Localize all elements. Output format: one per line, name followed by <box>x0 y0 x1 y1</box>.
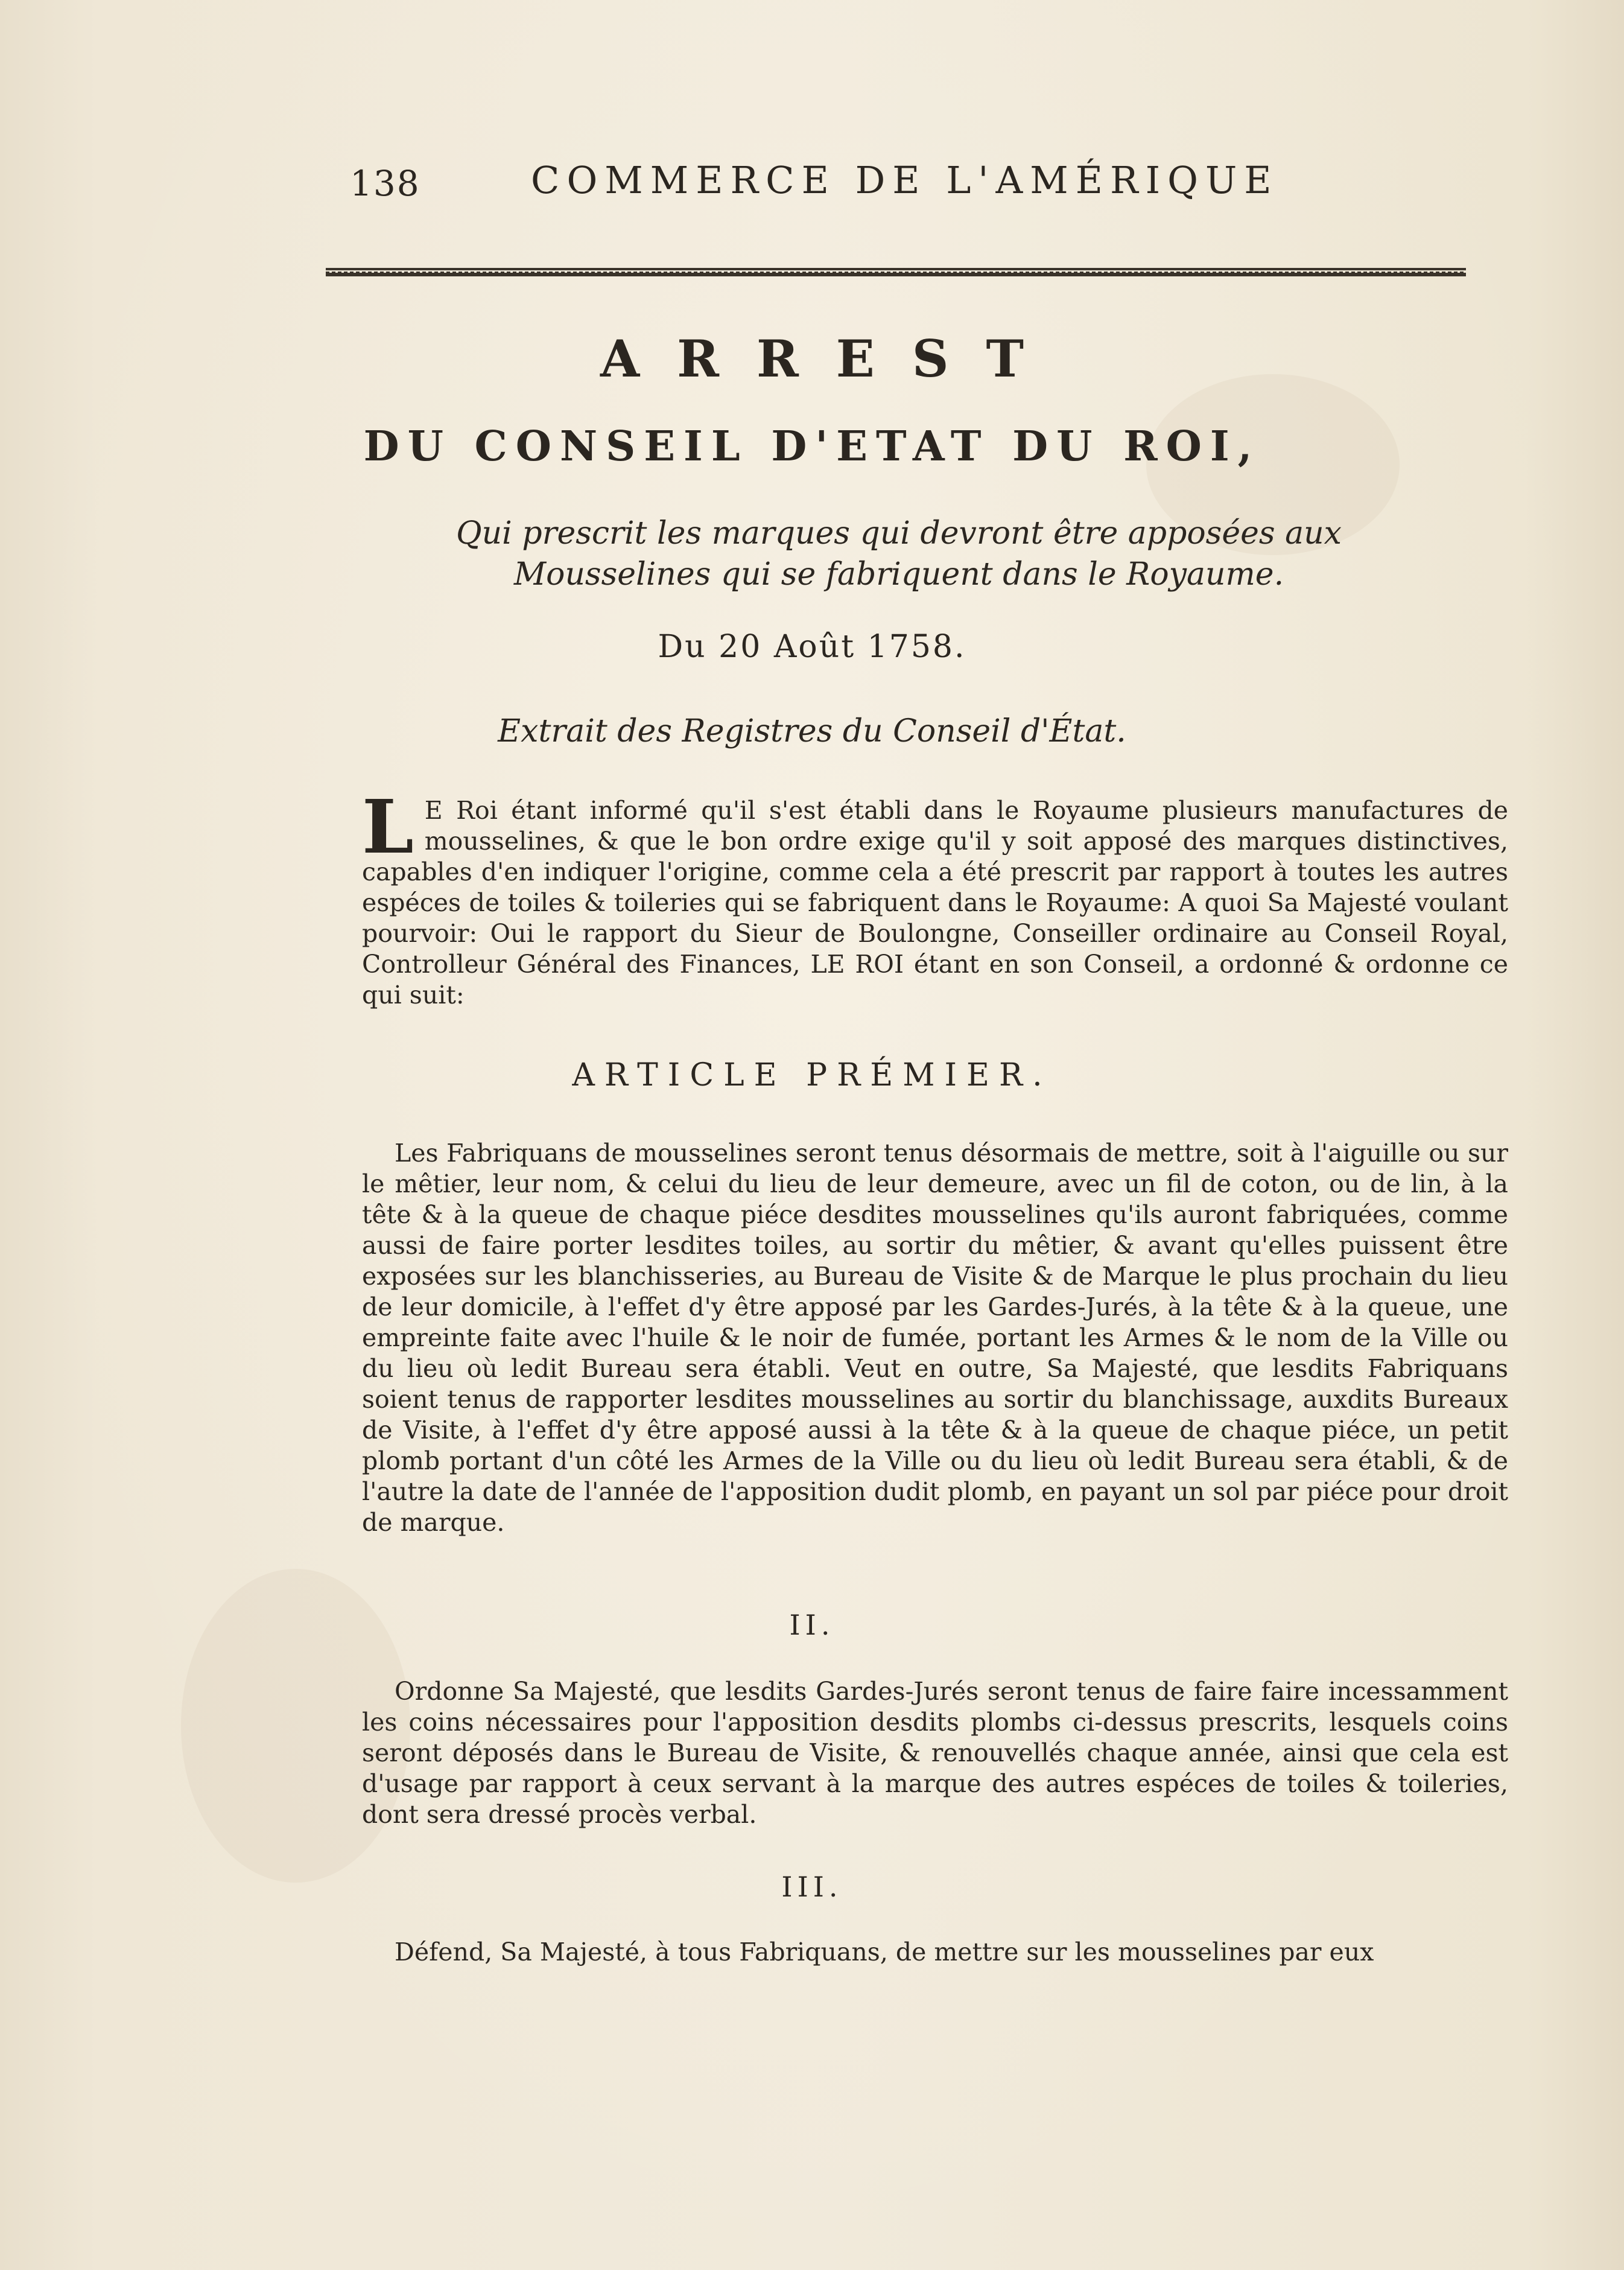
intro-paragraph <box>362 783 1508 1011</box>
running-title: COMMERCE DE L'AMÉRIQUE <box>531 158 1279 202</box>
sub-title: DU CONSEIL D'ETAT DU ROI, <box>363 422 1261 471</box>
article-1-text: Les Fabriquans de mousselines seront tenus désormais de mettre, soit à l'aiguille ou sur le mêtier, leur nom, & celui du lieu de leur demeure, avec un fil de coton, ou de lin, à la tête & à la queue de chaque piéce desdites mousselines qu'ils auront fabriquées, comme aussi de faire porter lesdites toiles, au sortir du mêtier, & avant qu'elles puissent être exposées sur les blanchisseries, au Bureau de Visite & de Marque le plus prochain du lieu de leur domicile, à l'effet d'y être apposé par les Gardes-Jurés, à la tête & à la queue, une empreinte faite avec l'huile & le noir de fumée, portant les Armes & le nom de la Ville ou du lieu où ledit Bureau sera établi. Veut en outre, Sa Majesté, que lesdits Fabriquans soient tenus de rapporter lesdites mousselines au sortir du blanchissage, auxdits Bureaux de Visite, à l'effet d'y être apposé aussi à la tête & à la queue de chaque piéce, un petit plomb portant d'un côté les Armes de la Ville ou du lieu où ledit Bureau sera établi, & de l'autre la date de l'année de l'apposition dudit plomb, en payant un sol par piéce pour droit de marque. <box>362 1139 1508 1537</box>
drop-cap: L <box>362 783 414 870</box>
page-number: 138 <box>350 163 420 204</box>
article-2-text: Ordonne Sa Majesté, que lesdits Gardes-Jurés seront tenus de faire faire incessamment les coins nécessaires pour l'apposition desdits plombs ci-dessus prescrits, lesquels coins seront déposés dans le Bureau de Visite, & renouvellés chaque année, ainsi que cela est d'usage par rapport à ceux servant à la marque des autres espéces de toiles & toileries, dont sera dressé procès verbal. <box>362 1677 1508 1829</box>
main-title: ARREST <box>600 329 1061 389</box>
extract-heading: Extrait des Registres du Conseil d'État. <box>498 713 1126 749</box>
article-1-heading: ARTICLE PRÉMIER. <box>572 1057 1052 1093</box>
article-3-text: Défend, Sa Majesté, à tous Fabriquans, de mettre sur les mousselines par eux <box>395 1938 1374 1966</box>
purpose-statement: Qui prescrit les marques qui devront être apposées aux Mousselines qui se fabriquent dans le Royaume. <box>456 515 1342 593</box>
article-3-heading: III. <box>781 1871 843 1903</box>
ornamental-rule <box>326 268 1466 276</box>
article-2-heading: II. <box>789 1609 835 1641</box>
decree-date: Du 20 Août 1758. <box>658 629 966 665</box>
intro-text: E Roi étant informé qu'il s'est établi dans le Royaume plusieurs manufactures de mousselines, & que le bon ordre exige qu'il y soit apposé des marques distinctives, capables d'en indiquer l'origine, comme cela a été prescrit par rapport à toutes les autres espéces de toiles & toileries qui se fabriquent dans le Royaume: A quoi Sa Majesté voulant pourvoir: Oui le rapport du Sieur de Boulongne, Conseiller ordinaire au Conseil Royal, Controlleur Général des Finances, LE ROI étant en son Conseil, a ordonné & ordonne ce qui suit: <box>362 796 1508 1009</box>
running-header <box>350 158 1351 206</box>
